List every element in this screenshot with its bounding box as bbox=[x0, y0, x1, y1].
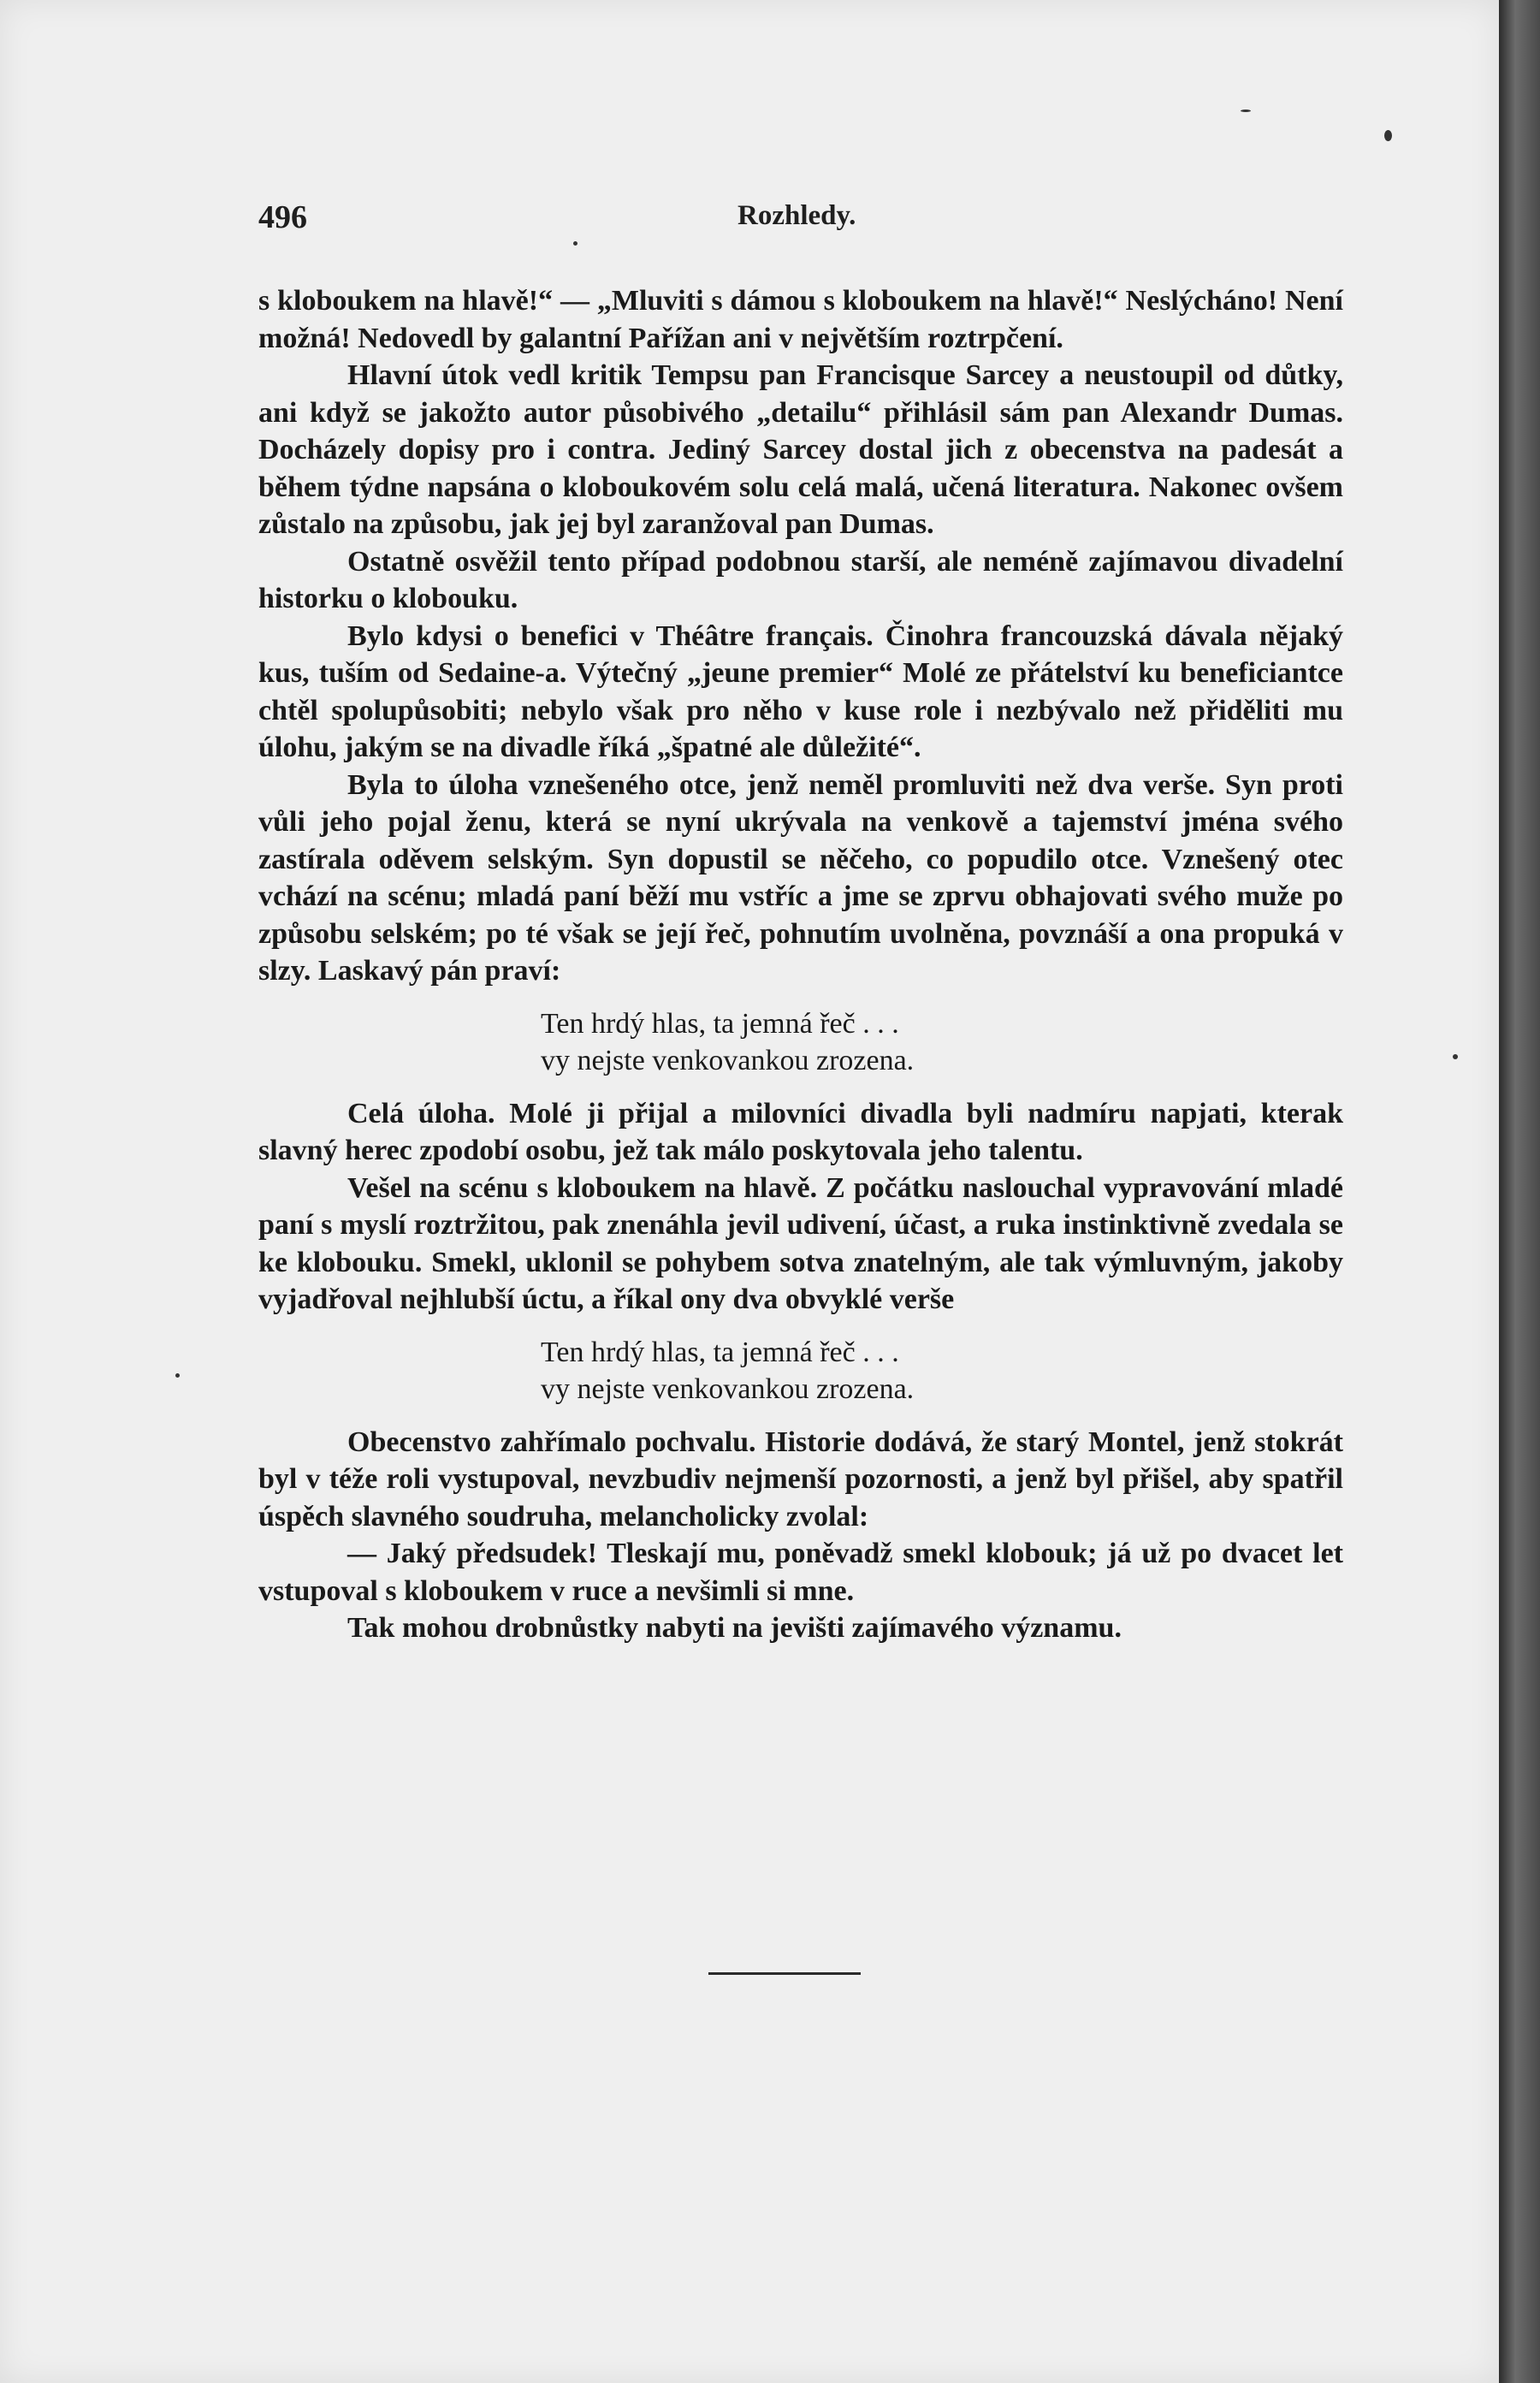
paragraph: Byla to úloha vznešeného otce, jenž neměl promluviti než dva verše. Syn proti vůli jeho pojal ženu, která se nyní ukrývala na venkově a tajemství jména svého zastírala oděvem selským. Syn dopustil se něčeho, co popudilo otce. Vznešený otec vchází na scénu; mladá paní běží mu vstříc a jme se zprvu obhajovati svého muže po způsobu selském; po té však se její řeč, pohnutím uvolněna, povznáší a ona propuká v slzy. Laskavý pán praví: bbox=[258, 768, 1343, 987]
paragraph: Ostatně osvěžil tento případ podobnou starší, ale neméně zajímavou divadelní historku o klobouku. bbox=[258, 545, 1343, 614]
verse-line: vy nejste venkovankou zrozena. bbox=[541, 1045, 915, 1076]
paragraph: s kloboukem na hlavě!“ — „Mluviti s dámou s kloboukem na hlavě!“ Neslýcháno! Není možná! Nedovedl by galantní Pařížan ani v největším roztrpčení. bbox=[258, 285, 1343, 354]
verse-line: Ten hrdý hlas, ta jemná řeč . . . bbox=[541, 1336, 899, 1368]
paragraph: Hlavní útok vedl kritik Tempsu pan Francisque Sarcey a neustoupil od důtky, ani když se jakožto autor působivého „detailu“ přihlásil sám pan Alexandr Dumas. Docházely dopisy pro i contra. Jediný Sarcey dostal jich z obecenstva na padesát a během týdne napsána o kloboukovém solu celá malá, učená literatura. Nakonec ovšem zůstalo na způsobu, jak jej byl zaranžoval pan Dumas. bbox=[258, 359, 1343, 540]
scan-speck bbox=[175, 1373, 180, 1378]
verse-quote bbox=[541, 1005, 1343, 1080]
verse-line: Ten hrdý hlas, ta jemná řeč . . . bbox=[541, 1007, 899, 1040]
paragraph: Obecenstvo zahřímalo pochvalu. Historie dodává, že starý Montel, jenž stokrát byl v téže roli vystupoval, nevzbudiv nejmenší pozornosti, a jenž byl přišel, aby spatřil úspěch slavného soudruha, melancholicky zvolal: bbox=[258, 1426, 1343, 1532]
scan-speck bbox=[573, 241, 578, 246]
paragraph: Vešel na scénu s kloboukem na hlavě. Z počátku naslouchal vypravování mladé paní s myslí roztržitou, pak znenáhla jevil udivení, účast, a ruka instinktivně zvedala se ke klobouku. Smekl, uklonil se pohybem sotva znatelným, ale tak výmluvným, jakoby vyjadřoval nejhlubší úctu, a říkal ony dva obvyklé verše bbox=[258, 1171, 1343, 1315]
page-edge-shadow bbox=[1499, 0, 1540, 2383]
page-number: 496 bbox=[258, 199, 307, 235]
body-text bbox=[258, 282, 1343, 1647]
verse-quote bbox=[541, 1334, 1343, 1408]
paragraph: Bylo kdysi o benefici v Théâtre français. Činohra francouzská dávala nějaký kus, tuším od Sedaine-a. Výtečný „jeune premier“ Molé ze přátelství ku beneficiantce chtěl spolupůsobiti; nebylo však pro něho v kuse role i nezbývalo než přiděliti mu úlohu, jakým se na divadle říká „špatné ale důležité“. bbox=[258, 619, 1343, 763]
running-head: Rozhledy. bbox=[737, 200, 856, 231]
section-end-rule bbox=[708, 1972, 861, 1975]
verse-line: vy nejste venkovankou zrozena. bbox=[541, 1373, 915, 1405]
scan-speck bbox=[1384, 130, 1392, 141]
page-header bbox=[258, 199, 1343, 241]
scan-speck bbox=[1241, 110, 1251, 112]
scan-speck bbox=[1453, 1054, 1458, 1059]
paragraph: Tak mohou drobnůstky nabyti na jevišti zajímavého významu. bbox=[347, 1612, 1122, 1644]
paragraph: Celá úloha. Molé ji přijal a milovníci divadla byli nadmíru napjati, kterak slavný herec zpodobí osobu, jež tak málo poskytovala jeho talentu. bbox=[258, 1097, 1343, 1166]
paragraph: — Jaký předsudek! Tleskají mu, poněvadž smekl klobouk; já už po dvacet let vstupoval s kloboukem v ruce a nevšimli si mne. bbox=[258, 1538, 1343, 1607]
